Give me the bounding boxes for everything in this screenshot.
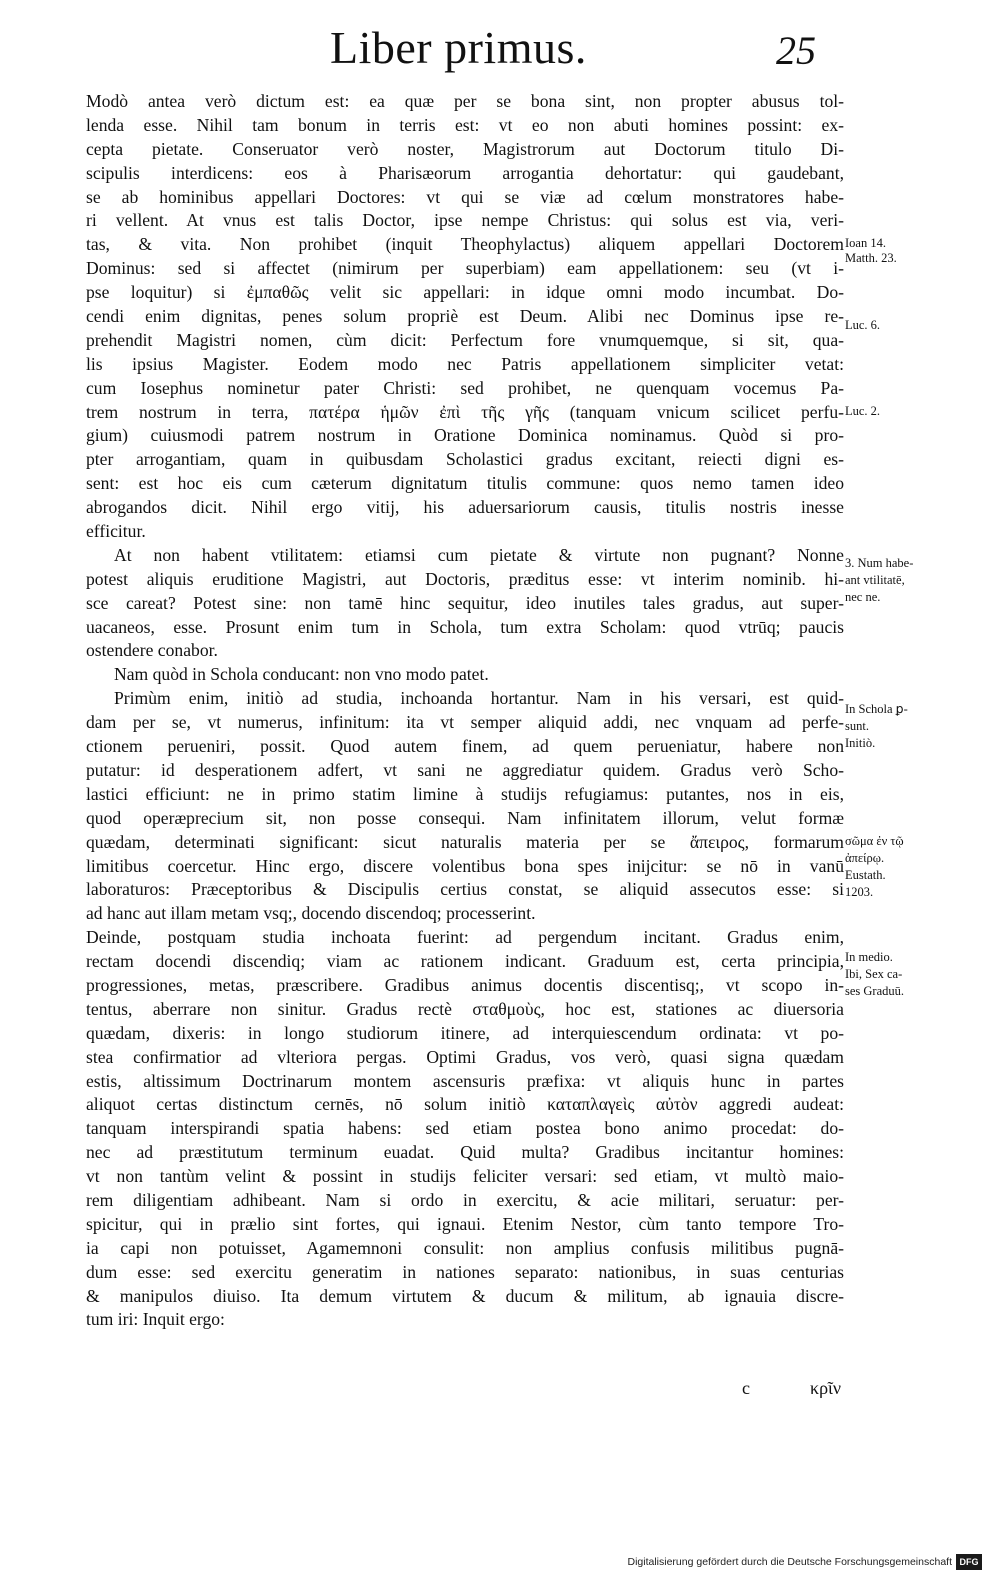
- margin-note-line: Luc. 6.: [845, 318, 881, 332]
- text-line: Nam quòd in Schola conducant: non vno modo patet.: [114, 664, 489, 685]
- text-line: ad hanc aut illam metam vsq;, docendo discendoq; processerint.: [86, 903, 536, 924]
- text-line: progressiones, metas, præscribere. Gradibus animus docentis discentisq;, vt scopo in-: [86, 974, 844, 995]
- dfg-logo: DFG: [956, 1554, 982, 1570]
- text-line: tanquam interspirandi spatia habens: sed etiam postea bono animo procedat: do-: [86, 1118, 844, 1139]
- text-line: pter arrogantiam, quam in quibusdam Scholastici gradus excitant, reiecti digni es-: [86, 449, 844, 470]
- margin-note-line: Initiò.: [845, 736, 876, 750]
- margin-note-line: sunt.: [845, 719, 869, 733]
- text-line: stea confirmatior ad vlteriora pergas. Optimi Gradus, vos verò, quasi signa quædam: [86, 1046, 844, 1067]
- text-line: abrogandos dicit. Nihil ergo vitij, his aduersariorum causis, titulis nostris inesse: [86, 497, 844, 518]
- margin-note-line: nec ne.: [845, 590, 881, 604]
- text-line: spicitur, qui in prælio sint fortes, qui ignaui. Etenim Nestor, cùm tanto tempore Tro-: [86, 1213, 844, 1234]
- text-line: cepta pietate. Conseruator verò noster, Magistrorum aut Doctorum titulo Di-: [86, 138, 844, 159]
- text-line: & manipulos diuiso. Ita demum virtutem & ducum & militum, ab ignauia discre-: [86, 1285, 844, 1306]
- text-line: dam per se, vt numerus, infinitum: ita vt semper aliquid addi, nec vnquam ad perfe-: [86, 712, 844, 733]
- text-line: cum Iosephus nominetur pater Christi: sed prohibet, ne quenquam vocemus Pa-: [86, 377, 844, 398]
- running-title: Liber primus.: [330, 22, 587, 73]
- text-line: gium) cuiusmodi patrem nostrum in Oratione Dominica nominamus. Quòd si pro-: [86, 425, 844, 446]
- text-line: trem nostrum in terra, πατέρα ἡμῶν ἐπὶ τῆς γῆς (tanquam vnicum scilicet perfu-: [86, 401, 844, 422]
- text-line: vt non tantùm velint & possint in studijs feliciter versari: sed etiam, vt multò maio-: [86, 1166, 844, 1187]
- page-number: 25: [776, 28, 816, 73]
- margin-note-line: ses Graduū.: [845, 984, 905, 998]
- margin-note-line: In Schola ꝑ-: [845, 702, 908, 716]
- text-line: aliquot certas distinctum cernēs, nō solum initiò καταπλαγεὶς αὐτὸν aggredi audeat:: [86, 1094, 844, 1115]
- margin-note-line: ant vtilitatē,: [845, 573, 905, 587]
- page-footer: [0, 1548, 1000, 1580]
- text-line: laboraturos: Præceptoribus & Discipulis certius constat, se aliquid assecutos esse: si: [86, 879, 844, 900]
- margin-note-line: Matth. 23.: [845, 251, 897, 265]
- text-line: nec ad præstitutum terminum euadat. Quid multa? Gradibus incitantur homines:: [86, 1142, 844, 1163]
- catchword: κρῖν: [810, 1378, 842, 1398]
- margin-note-line: Ibi, Sex ca-: [845, 967, 903, 981]
- text-line: quædam, dixeris: in longo studiorum itinere, ad interquiescendum ordinata: vt po-: [86, 1022, 844, 1043]
- signature-mark: c: [742, 1378, 750, 1398]
- text-line: putatur: id desperationem adfert, vt sani ne aggrediatur quidem. Gradus verò Scho-: [86, 759, 844, 780]
- text-line: Primùm enim, initiò ad studia, inchoanda hortantur. Nam in his versari, est quid-: [114, 688, 844, 709]
- text-line: sce careat? Potest sine: non tamē hinc sequitur, ideo inutiles tales gradus, aut super-: [86, 592, 844, 613]
- margin-note-line: Eustath.: [845, 868, 886, 882]
- text-line: tentus, aberrare non sinitur. Gradus rectè σταθμοὺς, hoc est, stationes ac diuersoria: [86, 998, 844, 1019]
- text-line: rectam docendi discendiq; viam ac rationem indicant. Graduum est, certa principia,: [86, 951, 844, 972]
- text-line: estis, altissimum Doctrinarum montem ascensuris præfixa: vt aliquis hunc in partes: [86, 1070, 844, 1091]
- margin-note-line: Luc. 2.: [845, 404, 881, 418]
- margin-note-line: σῶμα ἐν τῷ: [845, 834, 904, 848]
- margin-note-line: 3. Num habe-: [845, 556, 914, 570]
- text-line: rem diligentiam adhibeant. Nam si ordo in exercitu, & acie militari, seruatur: per-: [86, 1189, 844, 1210]
- text-line: lenda esse. Nihil tam bonum in terris est: vt eo non abuti homines possint: ex-: [86, 114, 844, 135]
- text-line: Deinde, postquam studia inchoata fuerint: ad pergendum incitant. Gradus enim,: [86, 927, 844, 948]
- text-line: ia capi non potuisset, Agamemnoni consulit: non amplius confusis militibus pugnā-: [86, 1237, 844, 1258]
- text-line: lastici efficiunt: ne in primo statim limine à studijs refugiamus: putantes, nos in eis,: [86, 783, 844, 804]
- text-line: tas, & vita. Non prohibet (inquit Theophylactus) aliquem appellari Doctorem: [86, 234, 844, 255]
- text-line: Dominus: sed si affectet (nimirum per superbiam) eam appellationem: seu (vt i-: [86, 258, 844, 279]
- text-line: ostendere conabor.: [86, 640, 218, 661]
- text-line: Modò antea verò dictum est: ea quæ per se bona sint, non propter abusus tol-: [86, 91, 844, 111]
- digitization-credit: Digitalisierung gefördert durch die Deutsche Forschungsgemeinschaft: [627, 1556, 952, 1568]
- text-line: se ab hominibus appellari Doctores: vt qui se viæ ad cœlum monstratores habe-: [86, 186, 844, 207]
- text-line: potest aliquis eruditione Magistri, aut Doctoris, præditus esse: vt interim nominib. hi-: [86, 568, 844, 589]
- text-line: uacaneos, esse. Prosunt enim tum in Schola, tum extra Scholam: quod vtrūq; paucis: [86, 616, 844, 637]
- text-line: scipulis interdicens: eos à Pharisæorum arrogantia dehortatur: qui gaudebant,: [86, 162, 844, 183]
- text-line: cendi enim dignitas, penes solum propriè est Deum. Alibi nec Dominus ipse re-: [86, 306, 844, 327]
- text-line: sent: est hoc eis cum cæterum dignitatum titulis commune: quos nemo tamen ideo: [86, 473, 844, 494]
- text-line: lis ipsius Magister. Eodem modo nec Patris appellationem simpliciter vetat:: [86, 353, 844, 374]
- text-line: pse loquitur) si ἐμπαθῶς velit sic appellari: in idque omni modo incumbat. Do-: [86, 282, 844, 303]
- margin-note-line: ἀπείρῳ.: [845, 851, 885, 865]
- margin-note-line: In medio.: [845, 950, 893, 964]
- text-line: At non habent vtilitatem: etiamsi cum pietate & virtute non pugnant? Nonne: [114, 544, 844, 565]
- text-line: tum iri: Inquit ergo:: [86, 1309, 225, 1330]
- text-line: dum esse: sed exercitu generatim in nationes separato: nationibus, in suas centurias: [86, 1261, 844, 1282]
- text-line: ctionem perueniri, possit. Quod autem finem, ad quem perueniatur, habere non: [86, 736, 844, 757]
- text-line: efficitur.: [86, 521, 146, 542]
- text-line: ri vellent. At vnus est talis Doctor, ipse nempe Christus: qui solus est via, veri-: [86, 210, 844, 231]
- margin-note-line: 1203.: [845, 885, 874, 899]
- text-line: prehendit Magistri nomen, cùm dicit: Perfectum fore vnumquemque, si sit, qua-: [86, 329, 844, 350]
- text-line: quod operæprecium sit, non posse consequi. Nam infinitatem illorum, velut formæ: [86, 807, 844, 828]
- text-line: limitibus coercetur. Hinc ergo, discere volentibus bona spes inijcitur: se nō in vanū: [86, 855, 844, 876]
- text-line: quædam, determinati significant: sicut naturalis materia per se ἄπειρος, formarum: [86, 831, 844, 852]
- margin-note-line: Ioan 14.: [845, 236, 886, 250]
